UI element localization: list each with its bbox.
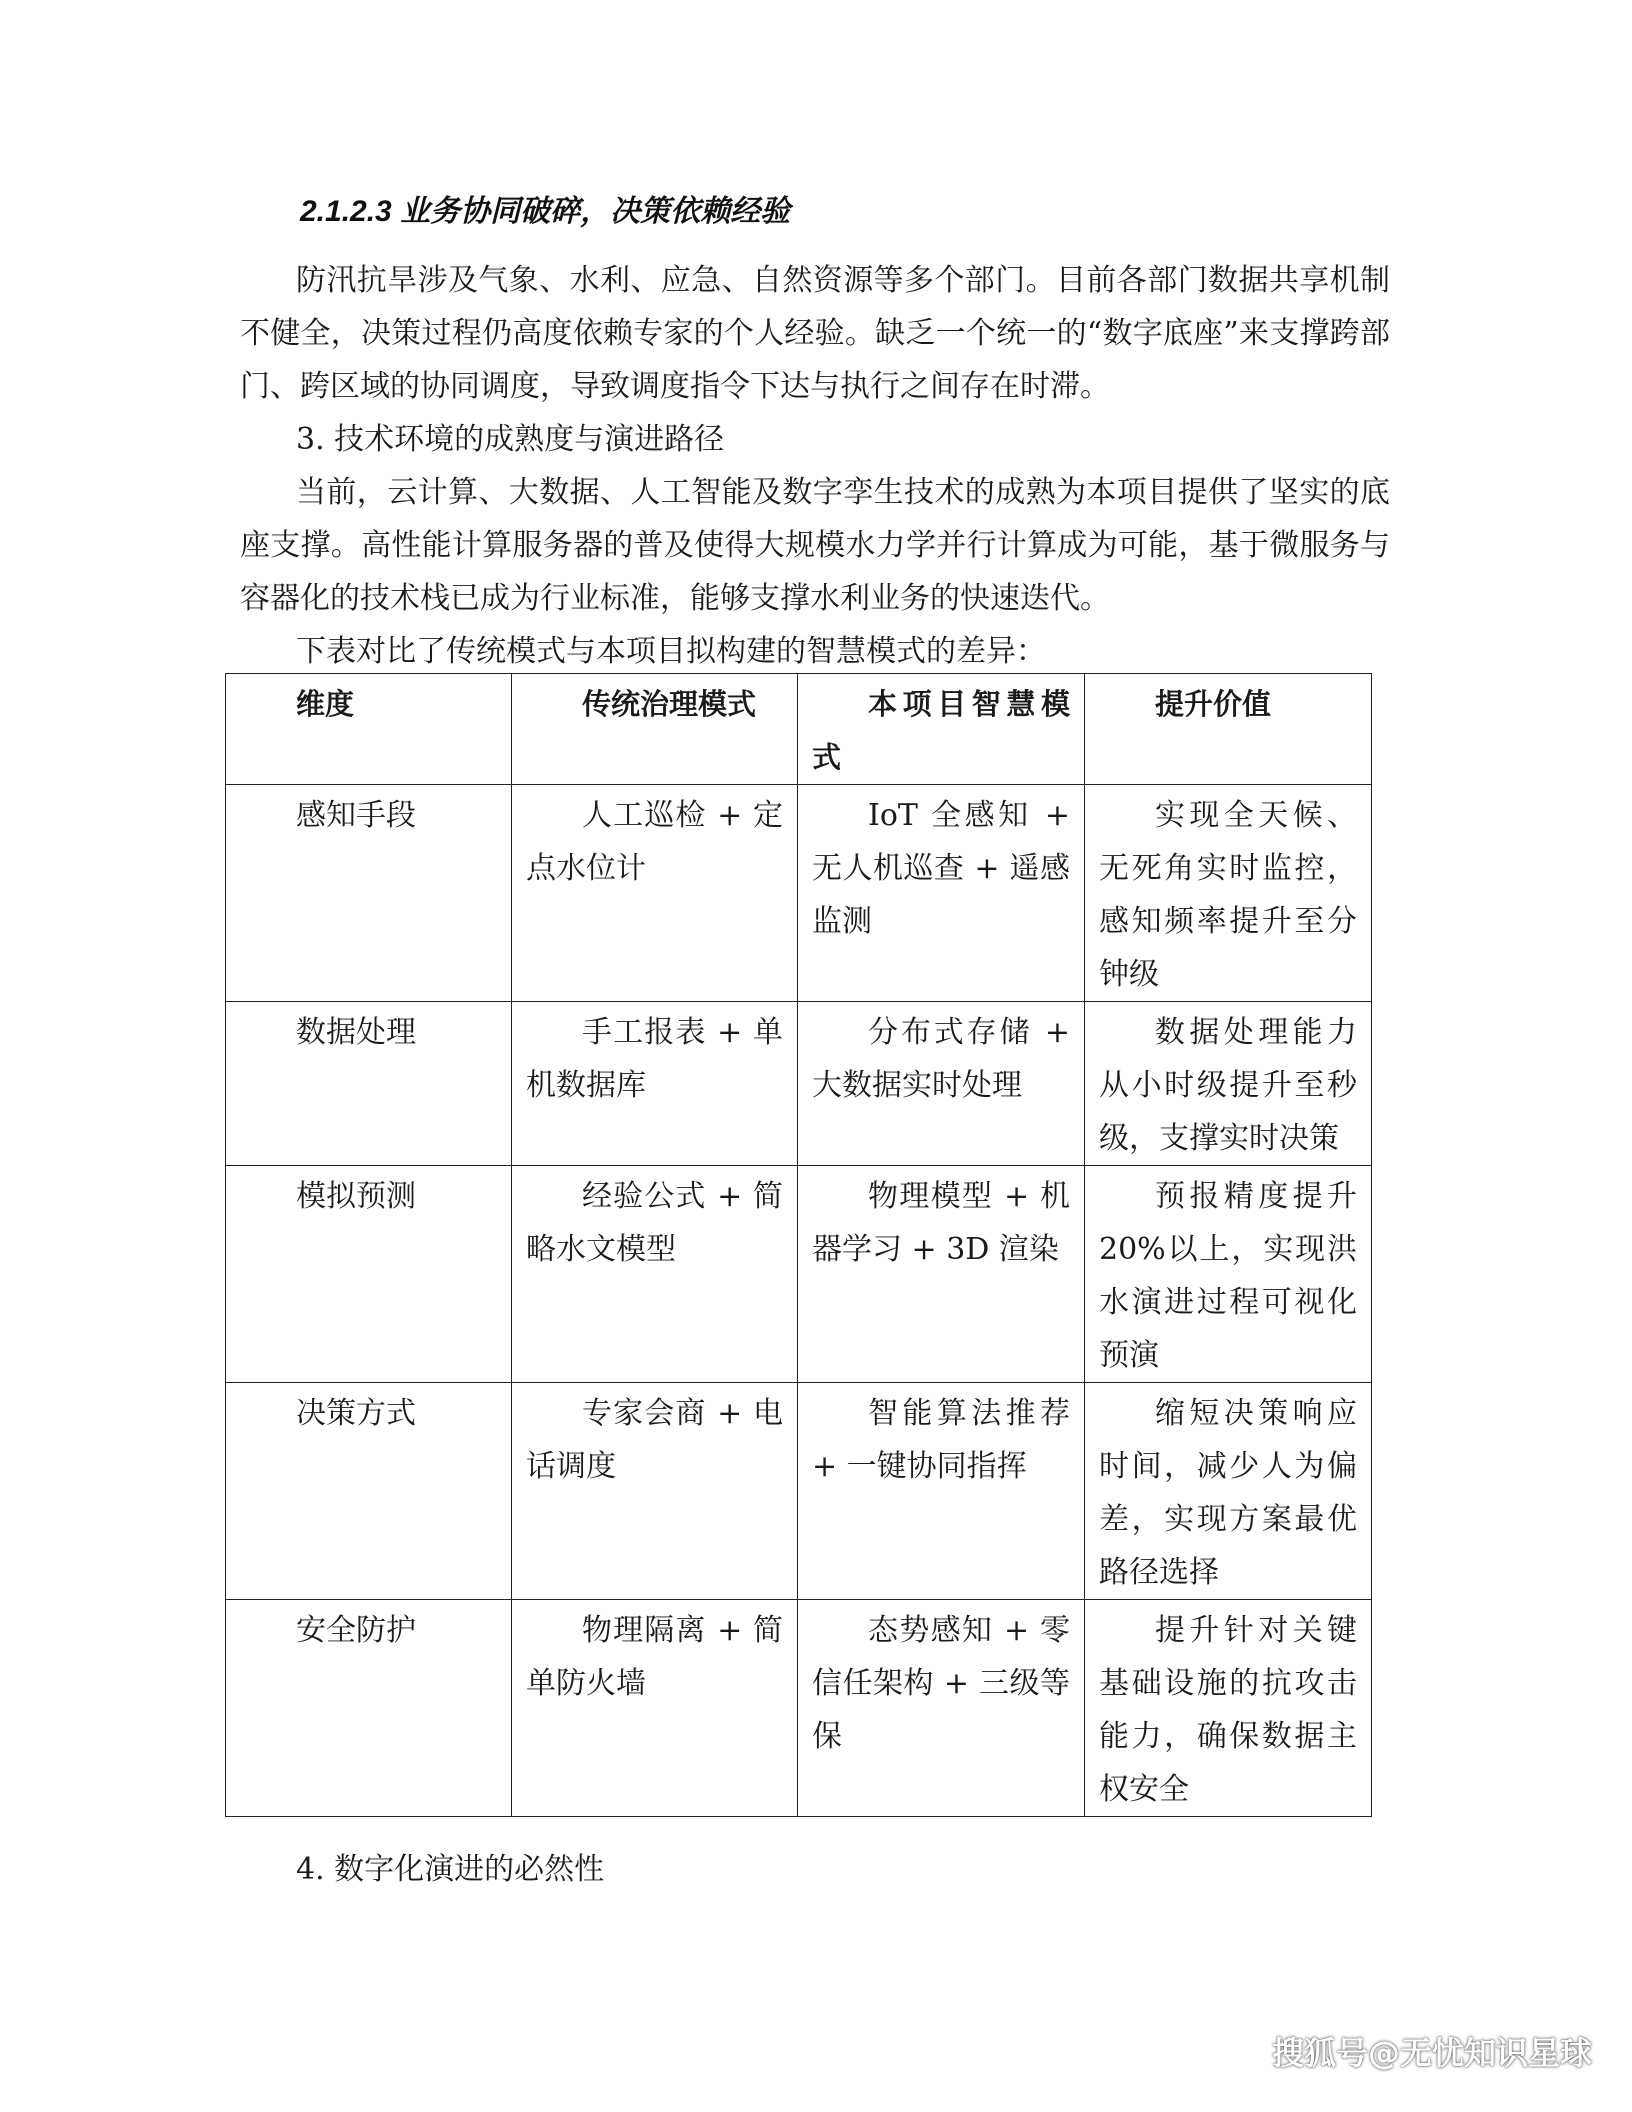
table-intro: 下表对比了传统模式与本项目拟构建的智慧模式的差异：: [296, 634, 1046, 669]
table-row: [226, 1600, 1372, 1817]
table-row: [226, 1383, 1372, 1600]
subheading-tech-environment: 3. 技术环境的成熟度与演进路径: [296, 422, 725, 457]
cell-value: 数据处理能力从小时级提升至秒级，支撑实时决策: [1085, 1002, 1372, 1166]
cell-traditional: 专家会商 + 电话调度: [512, 1383, 798, 1600]
table-row: [226, 1002, 1372, 1166]
cell-traditional: 人工巡检 + 定点水位计: [512, 785, 798, 1002]
header-value: 提升价值: [1085, 674, 1372, 785]
cell-value: 缩短决策响应时间，减少人为偏差，实现方案最优路径选择: [1085, 1383, 1372, 1600]
cell-smart: IoT 全感知 + 无人机巡查 + 遥感监测: [798, 785, 1085, 1002]
cell-dimension: 数据处理: [226, 1002, 512, 1166]
cell-value: 预报精度提升 20%以上，实现洪水演进过程可视化预演: [1085, 1166, 1372, 1383]
cell-dimension: 模拟预测: [226, 1166, 512, 1383]
watermark: 搜狐号@无忧知识星球: [1271, 2034, 1592, 2072]
paragraph-tech-maturity: 当前，云计算、大数据、人工智能及数字孪生技术的成熟为本项目提供了坚实的底座支撑。高性能计算服务器的普及使得大规模水力学并行计算成为可能，基于微服务与容器化的技术栈已成为行业标准，能够支撑水利业务的快速迭代。: [240, 475, 1390, 616]
cell-traditional: 手工报表 + 单机数据库: [512, 1002, 798, 1166]
header-smart: 本项目智慧模式: [798, 674, 1085, 785]
subheading-digital-evolution: 4. 数字化演进的必然性: [296, 1852, 605, 1887]
cell-dimension: 决策方式: [226, 1383, 512, 1600]
cell-dimension: 感知手段: [226, 785, 512, 1002]
cell-smart: 物理模型 + 机器学习 + 3D 渲染: [798, 1166, 1085, 1383]
table-row: [226, 1166, 1372, 1383]
section-heading: 2.1.2.3 业务协同破碎，决策依赖经验: [300, 195, 791, 228]
header-traditional: 传统治理模式: [512, 674, 798, 785]
cell-traditional: 经验公式 + 简略水文模型: [512, 1166, 798, 1383]
table-row: [226, 785, 1372, 1002]
paragraph-collaboration: 防汛抗旱涉及气象、水利、应急、自然资源等多个部门。目前各部门数据共享机制不健全，决策过程仍高度依赖专家的个人经验。缺乏一个统一的“数字底座”来支撑跨部门、跨区域的协同调度，导致调度指令下达与执行之间存在时滞。: [240, 263, 1390, 404]
header-dimension: 维度: [226, 674, 512, 785]
cell-smart: 态势感知 + 零信任架构 + 三级等保: [798, 1600, 1085, 1817]
cell-value: 提升针对关键基础设施的抗攻击能力，确保数据主权安全: [1085, 1600, 1372, 1817]
cell-smart: 智能算法推荐 + 一键协同指挥: [798, 1383, 1085, 1600]
table-header-row: [226, 674, 1372, 785]
cell-smart: 分布式存储 + 大数据实时处理: [798, 1002, 1085, 1166]
comparison-table: [225, 673, 1372, 1817]
cell-traditional: 物理隔离 + 简单防火墙: [512, 1600, 798, 1817]
cell-value: 实现全天候、无死角实时监控，感知频率提升至分钟级: [1085, 785, 1372, 1002]
cell-dimension: 安全防护: [226, 1600, 512, 1817]
